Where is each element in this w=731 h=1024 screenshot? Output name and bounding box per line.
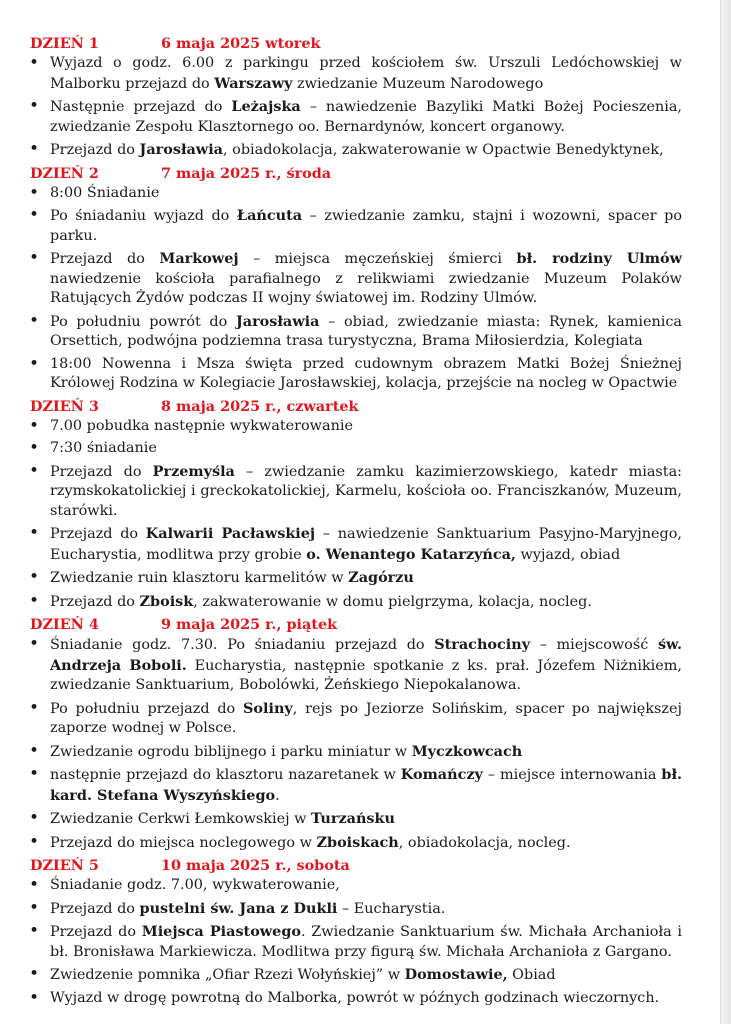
text: Po południu przejazd do bbox=[50, 700, 244, 717]
day-items-list bbox=[22, 184, 682, 394]
list-item bbox=[22, 833, 682, 854]
text: Przejazd do bbox=[50, 463, 153, 480]
list-item bbox=[22, 140, 682, 161]
bold-text: Domostawie, bbox=[404, 966, 508, 983]
list-item bbox=[22, 742, 682, 763]
bold-text: Przemyśla bbox=[152, 462, 235, 480]
text: Zwiedzenie pomnika „Ofiar Rzezi Wołyńskiej” w bbox=[50, 967, 405, 983]
bold-text: Leżajska bbox=[231, 98, 301, 115]
bold-text: Soliny bbox=[243, 699, 293, 717]
list-item bbox=[22, 899, 682, 920]
list-item bbox=[22, 355, 682, 394]
bold-text: pustelni św. Jana z Dukli bbox=[139, 899, 338, 917]
bold-text: Markowej bbox=[159, 250, 239, 267]
bold-text: bł. kard. Stefana Wyszyńskiego bbox=[50, 766, 683, 804]
text: Śniadanie godz. 7.00, wykwaterowanie, bbox=[50, 877, 340, 893]
text: nawiedzenie kościoła parafialnego z relikwiami zwiedzanie Muzeum Polaków Ratujących Żydów podczas II wojny światowej im. Rodziny Ulmów. bbox=[50, 270, 682, 306]
text: Przejazd do bbox=[50, 142, 140, 158]
day-header bbox=[22, 856, 682, 876]
text: 7.00 pobudka następnie wykwaterowanie bbox=[50, 417, 353, 434]
list-item bbox=[22, 922, 682, 962]
day-label: DZIEŃ 2 bbox=[30, 164, 99, 182]
bold-text: św. Andrzeja Boboli. bbox=[50, 636, 682, 674]
text: Przejazd do miejsca noclegowego w bbox=[50, 834, 317, 851]
day-date: 10 maja 2025 r., sobota bbox=[161, 857, 350, 874]
itinerary-document bbox=[22, 34, 682, 1011]
list-item bbox=[22, 462, 682, 522]
text: , zakwaterowanie w domu pielgrzyma, kolacja, nocleg. bbox=[193, 593, 592, 610]
list-item bbox=[22, 635, 682, 696]
day-label: DZIEŃ 5 bbox=[30, 857, 99, 874]
day-date: 6 maja 2025 wtorek bbox=[161, 35, 321, 52]
bold-text: Jarosławia bbox=[235, 312, 320, 330]
text: 7:30 śniadanie bbox=[50, 440, 157, 456]
day-section bbox=[22, 164, 682, 394]
day-section bbox=[22, 856, 682, 1008]
text: – Eucharystia. bbox=[337, 900, 446, 917]
text: . Zwiedzanie Sanktuarium św. Michała Archanioła i bł. Bronisława Markiewicza. Modlitwa przy figurą św. Michała Archanioła z Gargano. bbox=[50, 924, 683, 960]
bold-text: Turzańsku bbox=[311, 810, 395, 827]
day-items-list bbox=[22, 417, 682, 613]
list-item bbox=[22, 568, 682, 589]
text: Przejazd do bbox=[50, 900, 140, 917]
list-item bbox=[22, 439, 682, 459]
bold-text: Kalwarii Pacławskiej bbox=[145, 525, 316, 542]
text: wyjazd, obiad bbox=[515, 546, 621, 563]
day-section bbox=[22, 34, 682, 161]
list-item bbox=[22, 809, 682, 830]
text: Eucharystia, następnie spotkanie z ks. prał. Józefem Niżnikiem, zwiedzanie Sanktuarium, Bobolówki, Żeńskiego Niepokalanowa. bbox=[50, 657, 683, 693]
day-items-list bbox=[22, 635, 682, 853]
text: – nawiedzenie Sanktuarium Pasyjno-Maryjnego, Eucharystia, modlitwa przy grobie bbox=[50, 526, 682, 563]
list-item bbox=[22, 699, 682, 739]
text: Przejazd do bbox=[50, 251, 160, 267]
bold-text: Jarosławia bbox=[139, 141, 223, 158]
day-header bbox=[22, 164, 682, 184]
text: – zwiedzanie zamku kazimierzowskiego, katedr miasta: rzymskokatolickiej i greckokatolickiej, Karmelu, kościoła oo. Franciszkanów, Muzeum, starówki. bbox=[50, 463, 682, 519]
list-item bbox=[22, 184, 682, 204]
text: , obiadokolacja, nocleg. bbox=[398, 834, 571, 851]
list-item bbox=[22, 97, 682, 137]
text: – nawiedzenie Bazyliki Matki Bożej Pocieszenia, zwiedzanie Zespołu Klasztornego oo. Bernardynów, koncert organowy. bbox=[50, 99, 682, 135]
list-item bbox=[22, 876, 682, 896]
text: Przejazd do bbox=[50, 526, 146, 542]
list-item bbox=[22, 417, 682, 437]
text: Po południu powrót do bbox=[50, 313, 236, 330]
bold-text: Zboiskach bbox=[316, 833, 399, 851]
text: 18:00 Nowenna i Msza święta przed cudownym obrazem Matki Bożej Śnieżnej Królowej Rodzina w Kolegiacie Jarosławskiej, kolacja, przejście na nocleg w Opactwie bbox=[50, 355, 682, 391]
bold-text: Warszawy bbox=[214, 74, 293, 92]
text: Wyjazd w drogę powrotną do Malborka, powrót w późnych godzinach wieczornych. bbox=[50, 989, 660, 1006]
bold-text: Łańcuta bbox=[236, 207, 303, 224]
day-date: 7 maja 2025 r., środa bbox=[161, 164, 332, 182]
day-header bbox=[22, 615, 682, 635]
text: Przejazd do bbox=[50, 924, 142, 940]
text: – miejscowość bbox=[530, 637, 658, 653]
list-item bbox=[22, 524, 682, 565]
bold-text: Strachociny bbox=[434, 636, 531, 653]
text: . bbox=[275, 787, 280, 804]
day-date: 8 maja 2025 r., czwartek bbox=[161, 397, 359, 415]
list-item bbox=[22, 54, 682, 94]
list-item bbox=[22, 965, 682, 986]
list-item bbox=[22, 592, 682, 613]
text: – obiad, zwiedzanie miasta: Rynek, kamienica Orsettich, podwójna podziemna trasa turystyczna, Brama Miłosierdzia, Kolegiata bbox=[50, 313, 682, 349]
bold-text: o. Wenantego Katarzyńca, bbox=[306, 545, 516, 563]
day-header bbox=[22, 397, 682, 417]
day-items-list bbox=[22, 876, 682, 1008]
text: Zwiedzanie Cerkwi Łemkowskiej w bbox=[50, 811, 312, 827]
text: Śniadanie godz. 7.30. Po śniadaniu przejazd do bbox=[50, 637, 435, 653]
list-item bbox=[22, 312, 682, 352]
bold-text: Zagórzu bbox=[348, 569, 414, 586]
list-item bbox=[22, 206, 682, 246]
text: , obiadokolacja, zakwaterowanie w Opactwie Benedyktynek, bbox=[223, 142, 664, 158]
text: Wyjazd o godz. 6.00 z parkingu przed kościołem św. Urszuli Ledóchowskiej w Malborku przejazd do bbox=[50, 55, 682, 92]
text: – miejsca męczeńskiej śmierci bbox=[238, 251, 517, 267]
text: – zwiedzanie zamku, stajni i wozowni, spacer po parku. bbox=[50, 208, 682, 244]
bold-text: Myczkowcach bbox=[411, 742, 523, 760]
text: Po śniadaniu wyjazd do bbox=[50, 208, 237, 224]
text: Zwiedzanie ogrodu biblijnego i parku miniatur w bbox=[50, 743, 412, 760]
bold-text: Miejsca Piastowego bbox=[141, 923, 302, 940]
day-header bbox=[22, 34, 682, 54]
day-section bbox=[22, 397, 682, 613]
text: Zwiedzanie ruin klasztoru karmelitów w bbox=[50, 570, 349, 586]
text: Następnie przejazd do bbox=[50, 99, 232, 115]
bold-text: Zboisk bbox=[139, 592, 194, 610]
text: następnie przejazd do klasztoru nazaretanek w bbox=[50, 767, 401, 783]
list-item bbox=[22, 765, 682, 806]
day-items-list bbox=[22, 54, 682, 161]
page-edge-shadow bbox=[720, 0, 731, 1024]
day-section bbox=[22, 615, 682, 853]
bold-text: bł. rodziny Ulmów bbox=[516, 250, 682, 267]
list-item bbox=[22, 989, 682, 1009]
day-label: DZIEŃ 3 bbox=[30, 397, 99, 415]
list-item bbox=[22, 249, 682, 309]
text: Przejazd do bbox=[50, 593, 140, 610]
text: – miejsce internowania bbox=[482, 767, 662, 783]
text: 8:00 Śniadanie bbox=[50, 184, 160, 201]
day-date: 9 maja 2025 r., piątek bbox=[161, 616, 338, 633]
bold-text: Komańczy bbox=[400, 766, 483, 783]
day-label: DZIEŃ 4 bbox=[30, 616, 99, 633]
text: Obiad bbox=[507, 967, 556, 983]
day-label: DZIEŃ 1 bbox=[30, 35, 99, 52]
text: zwiedzanie Muzeum Narodowego bbox=[292, 75, 544, 92]
text: , rejs po Jeziorze Solińskim, spacer po największej zaporze wodnej w Polsce. bbox=[50, 700, 682, 736]
